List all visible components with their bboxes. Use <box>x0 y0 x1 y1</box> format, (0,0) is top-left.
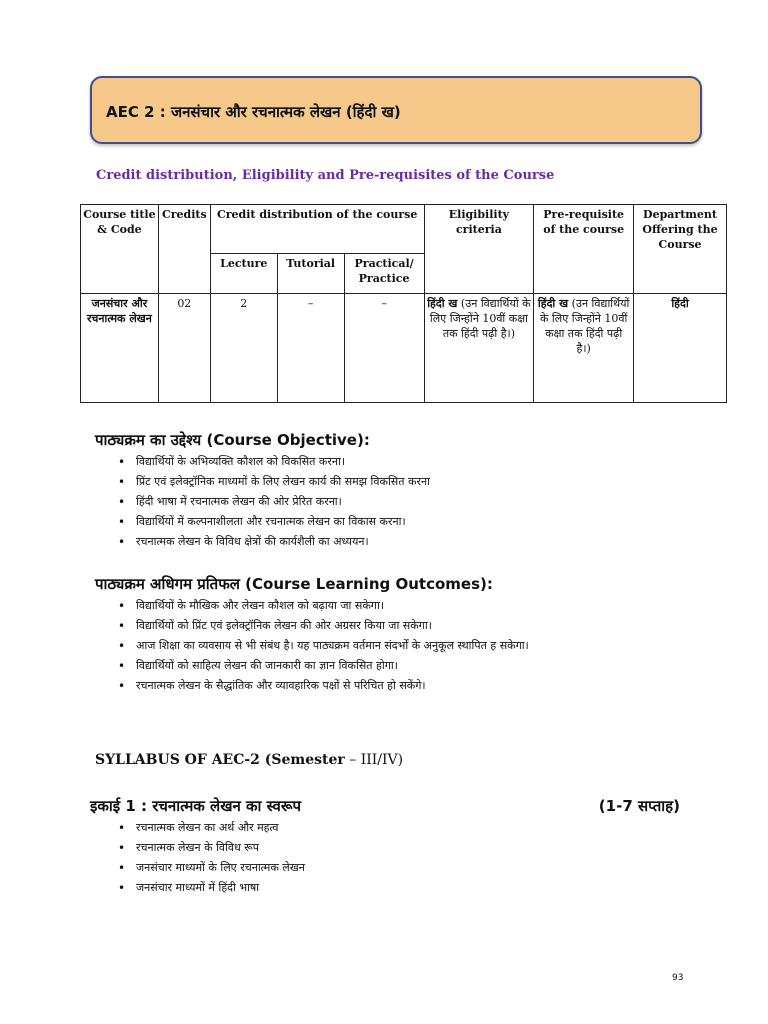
unit-1-title: इकाई 1 : रचनात्मक लेखन का स्वरूप <box>90 797 301 815</box>
prerequisite-text: (उन विद्यार्थियों के लिए जिन्होंने 10वीं कक्षा तक हिंदी पढ़ी है।) <box>539 297 630 355</box>
list-item: • रचनात्मक लेखन के सैद्धांतिक और व्यावहारिक पक्षों से परिचित हो सकेंगे। <box>116 676 696 696</box>
list-item: • विद्यार्थियों को साहित्य लेखन की जानकारी का ज्ञान विकसित होगा। <box>116 656 696 676</box>
cell-eligibility <box>424 294 534 403</box>
prerequisite-bold: हिंदी ख <box>537 297 569 310</box>
header-department: Department Offering the Course <box>634 205 727 294</box>
bullet-icon: • <box>118 495 126 509</box>
cell-department: हिंदी <box>634 294 727 403</box>
unit-1-topics <box>116 818 696 898</box>
syllabus-heading <box>95 752 403 768</box>
cell-credits: 02 <box>158 294 210 403</box>
bullet-icon: • <box>118 619 126 633</box>
cell-lecture: 2 <box>210 294 277 403</box>
list-item: • रचनात्मक लेखन के विविध क्षेत्रों की कार्यशैली का अध्ययन। <box>116 532 696 552</box>
course-title-banner <box>90 76 702 144</box>
course-outcomes-list <box>116 596 696 696</box>
list-item: • विद्यार्थियों के मौखिक और लेखन कौशल को बढ़ाया जा सकेगा। <box>116 596 696 616</box>
bullet-icon: • <box>118 821 126 835</box>
header-credit-distribution: Credit distribution of the course <box>210 205 424 254</box>
list-item: • विद्यार्थियों में कल्पनाशीलता और रचनात्मक लेखन का विकास करना। <box>116 512 696 532</box>
table-header-row <box>81 205 727 254</box>
cell-tutorial: – <box>277 294 344 403</box>
course-objective-list <box>116 452 696 552</box>
cell-course: जनसंचार और रचनात्मक लेखन <box>81 294 159 403</box>
bullet-icon: • <box>118 455 126 469</box>
list-item: • विद्यार्थियों के अभिव्यक्ति कौशल को विकसित करना। <box>116 452 696 472</box>
header-eligibility: Eligibility criteria <box>424 205 534 294</box>
bullet-icon: • <box>118 881 126 895</box>
credit-distribution-table <box>80 204 727 403</box>
syllabus-heading-semester: – III/IV) <box>344 752 404 768</box>
bullet-icon: • <box>118 841 126 855</box>
credit-distribution-heading: Credit distribution, Eligibility and Pre-requisites of the Course <box>96 168 555 183</box>
bullet-icon: • <box>118 599 126 613</box>
list-item: • हिंदी भाषा में रचनात्मक लेखन की ओर प्रेरित करना। <box>116 492 696 512</box>
eligibility-bold: हिंदी ख <box>427 297 458 310</box>
header-lecture: Lecture <box>210 254 277 294</box>
bullet-icon: • <box>118 861 126 875</box>
bullet-icon: • <box>118 639 126 653</box>
course-title: AEC 2 : जनसंचार और रचनात्मक लेखन (हिंदी ख) <box>106 103 401 121</box>
list-item: • रचनात्मक लेखन के विविध रूप <box>116 838 696 858</box>
eligibility-text: (उन विद्यार्थियों के लिए जिन्होंने 10वीं कक्षा तक हिंदी पढ़ी है।) <box>429 297 531 340</box>
bullet-icon: • <box>118 475 126 489</box>
list-item: • आज शिक्षा का व्यवसाय से भी संबंध है। यह पाठ्यक्रम वर्तमान संदर्भों के अनुकूल स्थापित ह सकेगा। <box>116 636 696 656</box>
table-row <box>81 294 727 403</box>
course-objective-heading: पाठ्यक्रम का उद्देश्य (Course Objective): <box>95 431 370 449</box>
bullet-icon: • <box>118 679 126 693</box>
list-item: • विद्यार्थियों को प्रिंट एवं इलेक्ट्रॉनिक लेखन की ओर अग्रसर किया जा सकेगा। <box>116 616 696 636</box>
bullet-icon: • <box>118 535 126 549</box>
course-outcomes-heading: पाठ्यक्रम अधिगम प्रतिफल (Course Learning Outcomes): <box>95 575 493 593</box>
page-number: 93 <box>672 973 684 983</box>
bullet-icon: • <box>118 515 126 529</box>
bullet-icon: • <box>118 659 126 673</box>
syllabus-heading-bold: SYLLABUS OF AEC-2 (Semester <box>95 752 345 768</box>
header-tutorial: Tutorial <box>277 254 344 294</box>
cell-practical: – <box>344 294 424 403</box>
unit-1-duration: (1-7 सप्ताह) <box>598 797 680 815</box>
header-practical: Practical/ Practice <box>344 254 424 294</box>
header-prerequisite: Pre-requisite of the course <box>534 205 634 294</box>
list-item: • जनसंचार माध्यमों के लिए रचनात्मक लेखन <box>116 858 696 878</box>
list-item: • रचनात्मक लेखन का अर्थ और महत्व <box>116 818 696 838</box>
list-item: • जनसंचार माध्यमों में हिंदी भाषा <box>116 878 696 898</box>
list-item: • प्रिंट एवं इलेक्ट्रॉनिक माध्यमों के लिए लेखन कार्य की समझ विकसित करना <box>116 472 696 492</box>
header-course: Course title & Code <box>81 205 159 294</box>
cell-prerequisite <box>534 294 634 403</box>
header-credits: Credits <box>158 205 210 294</box>
